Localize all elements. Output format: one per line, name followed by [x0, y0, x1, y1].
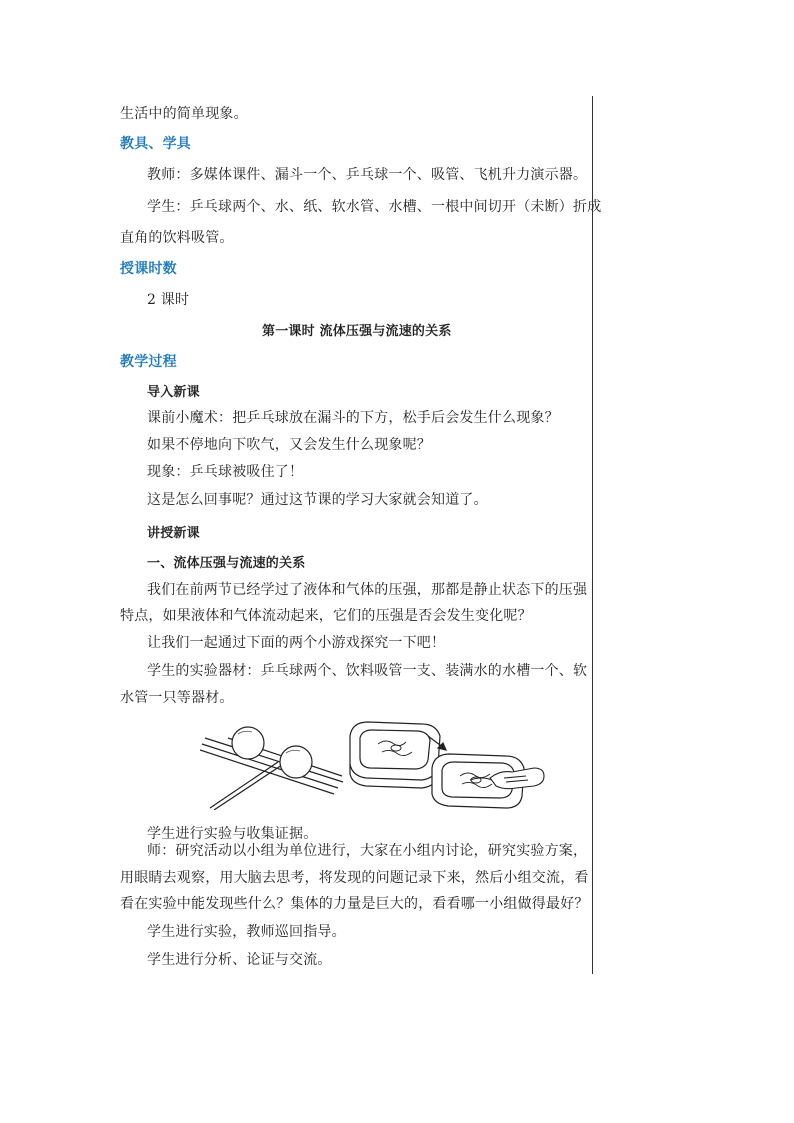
text-line: 用眼睛去观察，用大脑去思考，将发现的问题记录下来，然后小组交流，看	[120, 870, 589, 886]
text-line: 师：研究活动以小组为单位进行，大家在小组内讨论，研究实验方案，	[147, 843, 588, 859]
text-line: 教师：多媒体课件、漏斗一个、乒乓球一个、吸管、飞机升力演示器。	[147, 167, 588, 183]
subheading-new-lesson: 讲授新课	[147, 526, 200, 541]
text-line: 我们在前两节已经学过了液体和气体的压强，那都是静止状态下的压强	[147, 582, 588, 598]
text-line: 学生：乒乓球两个、水、纸、软水管、水槽、一根中间切开（未断）折成	[147, 199, 602, 215]
experiment-illustration	[200, 718, 545, 810]
text-line: 课前小魔术：把乒乓球放在漏斗的下方，松手后会发生什么现象？	[147, 410, 559, 426]
section-heading-tools: 教具、学具	[120, 136, 191, 152]
text-line: 水管一只等器材。	[120, 690, 234, 706]
text-line: 学生进行实验与收集证据。	[147, 826, 318, 842]
ping-pong-balls-on-straws	[200, 727, 343, 810]
text-line: 如果不停地向下吹气，又会发生什么现象呢？	[147, 437, 431, 453]
text-line: 学生进行分析、论证与交流。	[147, 952, 332, 968]
text-line: 2 课时	[147, 292, 190, 308]
subheading-intro: 导入新课	[147, 385, 200, 400]
text-line: 学生的实验器材：乒乓球两个、饮料吸管一支、装满水的水槽一个、软	[147, 663, 588, 679]
text-line: 让我们一起通过下面的两个小游戏探究一下吧！	[147, 635, 446, 651]
text-line: 特点，如果液体和气体流动起来，它们的压强是否会发生变化呢？	[120, 608, 532, 624]
text-line: 学生进行实验，教师巡回指导。	[147, 924, 346, 940]
text-line: 生活中的简单现象。	[120, 106, 248, 122]
margin-rule	[592, 96, 593, 974]
text-line: 看在实验中能发现些什么？集体的力量是巨大的，看看哪一小组做得最好？	[120, 896, 589, 912]
lesson-title: 第一课时 流体压强与流速的关系	[262, 324, 452, 339]
subheading-part-one: 一、流体压强与流速的关系	[147, 556, 306, 571]
water-tray-left	[350, 722, 440, 788]
text-line: 现象：乒乓球被吸住了！	[147, 464, 304, 480]
text-line: 直角的饮料吸管。	[120, 230, 234, 246]
section-heading-hours: 授课时数	[120, 261, 177, 277]
text-line: 这是怎么回事呢？通过这节课的学习大家就会知道了。	[147, 492, 488, 508]
section-heading-process: 教学过程	[120, 354, 177, 370]
